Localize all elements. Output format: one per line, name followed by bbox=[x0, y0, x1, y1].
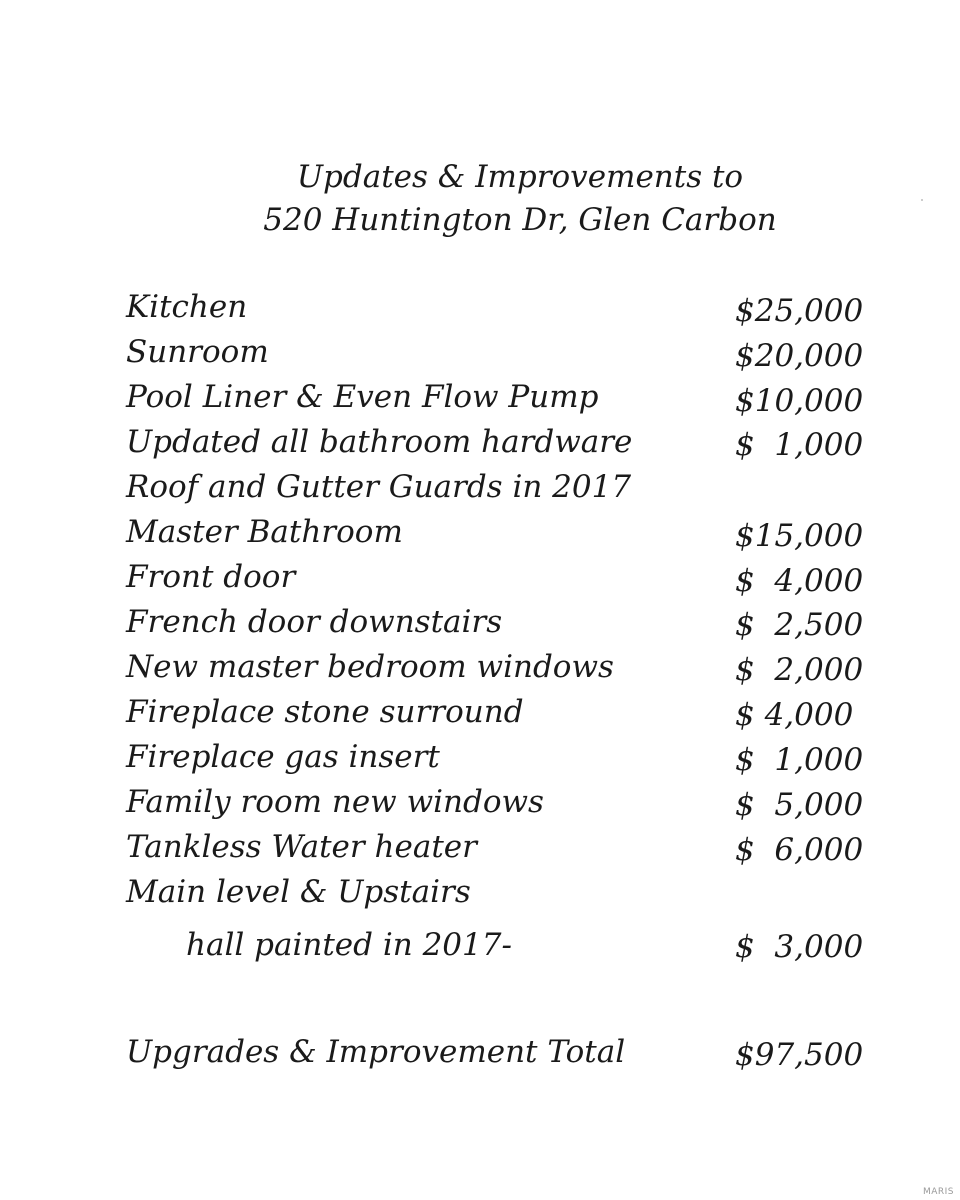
item-amount-water-heater: $ 6,000 bbox=[735, 832, 864, 868]
item-label-sunroom: Sunroom bbox=[126, 334, 269, 370]
item-amount-sunroom: $20,000 bbox=[735, 338, 864, 374]
item-label-pool-liner: Pool Liner & Even Flow Pump bbox=[126, 379, 599, 415]
total-amount: $97,500 bbox=[735, 1037, 864, 1073]
item-amount-french-door: $ 2,500 bbox=[735, 607, 864, 643]
item-label-roof-gutter: Roof and Gutter Guards in 2017 bbox=[126, 469, 632, 505]
item-amount-fireplace-stone: $ 4,000 bbox=[735, 697, 854, 733]
watermark: MARIS bbox=[922, 1187, 954, 1197]
item-amount-kitchen: $25,000 bbox=[735, 293, 864, 329]
item-label-bathroom-hardware: Updated all bathroom hardware bbox=[126, 424, 633, 460]
item-label-kitchen: Kitchen bbox=[126, 289, 248, 325]
item-amount-master-bedroom-windows: $ 2,000 bbox=[735, 652, 864, 688]
item-label-master-bedroom-windows: New master bedroom windows bbox=[126, 649, 614, 685]
item-label-front-door: Front door bbox=[126, 559, 296, 595]
item-amount-bathroom-hardware: $ 1,000 bbox=[735, 427, 864, 463]
item-label-master-bathroom: Master Bathroom bbox=[126, 514, 403, 550]
item-label-hall-painted: hall painted in 2017- bbox=[186, 927, 512, 963]
item-label-fireplace-gas: Fireplace gas insert bbox=[126, 739, 440, 775]
item-amount-family-room-windows: $ 5,000 bbox=[735, 787, 864, 823]
item-label-water-heater: Tankless Water heater bbox=[126, 829, 477, 865]
total-label: Upgrades & Improvement Total bbox=[126, 1034, 626, 1070]
item-label-french-door: French door downstairs bbox=[126, 604, 503, 640]
item-amount-pool-liner: $10,000 bbox=[735, 383, 864, 419]
item-label-family-room-windows: Family room new windows bbox=[126, 784, 544, 820]
item-label-fireplace-stone: Fireplace stone surround bbox=[126, 694, 524, 730]
item-amount-front-door: $ 4,000 bbox=[735, 563, 864, 599]
item-label-main-level: Main level & Upstairs bbox=[126, 874, 471, 910]
item-amount-fireplace-gas: $ 1,000 bbox=[735, 742, 864, 778]
document-title-line-1: Updates & Improvements to bbox=[296, 159, 744, 195]
item-amount-hall-painted: $ 3,000 bbox=[735, 929, 864, 965]
item-amount-master-bathroom: $15,000 bbox=[735, 518, 864, 554]
document-title-line-2: 520 Huntington Dr, Glen Carbon bbox=[263, 202, 777, 238]
